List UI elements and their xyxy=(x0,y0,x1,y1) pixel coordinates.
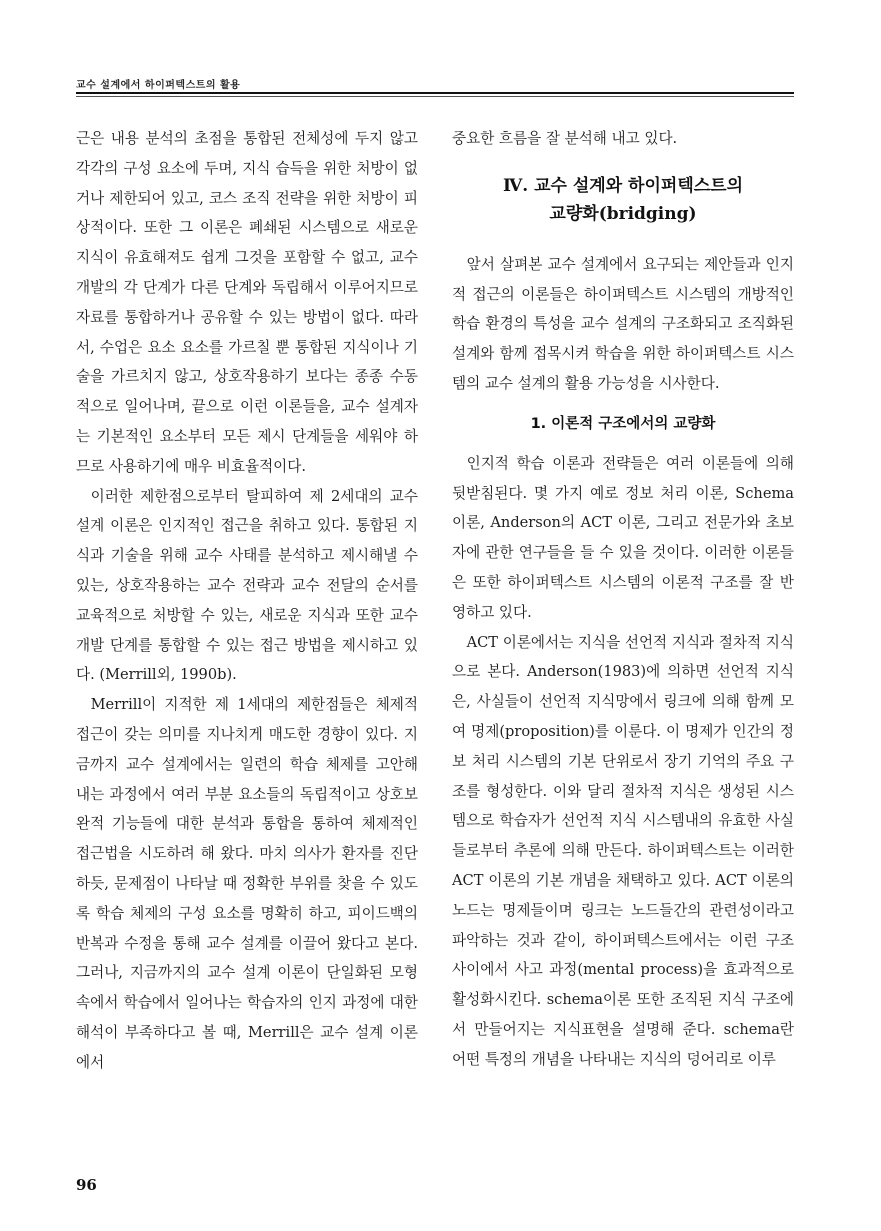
left-column xyxy=(76,124,418,1078)
paragraph-continuation: 근은 내용 분석의 초점을 통합된 전체성에 두지 않고 각각의 구성 요소에 두며, 지식 습득을 위한 처방이 없거나 제한되어 있고, 코스 조직 전략을 위한 처방이 피상적이다. 또한 그 이론은 폐쇄된 시스템으로 새로운 지식이 유효해져도 쉽게 그것을 포함할 수 없고, 교수 개발의 각 단계가 다른 단계와 독립해서 이루어지므로 자료를 통합하거나 공유할 수 있는 방법이 없다. 따라서, 수업은 요소 요소를 가르칠 뿐 통합된 지식이나 기술을 가르치지 않고, 상호작용하기 보다는 종종 수동적으로 일어나며, 끝으로 이런 이론들을, 교수 설계자는 기본적인 요소부터 모든 제시 단계들을 세워야 하므로 사용하기에 매우 비효율적이다. xyxy=(76,130,418,475)
header-rule xyxy=(76,92,794,94)
paragraph: 인지적 학습 이론과 전략들은 여러 이론들에 의해 뒷받침된다. 몇 가지 예로 정보 처리 이론, Schema 이론, Anderson의 ACT 이론, 그리고 전문가와 초보자에 관한 연구들을 들 수 있을 것이다. 이러한 이론들은 또한 하이퍼텍스트 시스템의 이론적 구조를 잘 반영하고 있다. xyxy=(452,454,794,621)
right-column xyxy=(452,124,794,1075)
paragraph: ACT 이론에서는 지식을 선언적 지식과 절차적 지식으로 본다. Anderson(1983)에 의하면 선언적 지식은, 사실들이 선언적 지식망에서 링크에 의해 함께 모여 명제(proposition)를 이룬다. 이 명제가 인간의 정보 처리 시스템의 기본 단위로서 장기 기억의 주요 구조를 형성한다. 이와 달리 절차적 지식은 생성된 시스템으로 학습자가 선언적 지식 시스템내의 유효한 사실들로부터 추론에 의해 만든다. 하이퍼텍스트는 이러한 ACT 이론의 기본 개념을 채택하고 있다. ACT 이론의 노드는 명제들이며 링크는 노드들간의 관련성이라고 파악하는 것과 같이, 하이퍼텍스트에서는 이런 구조 사이에서 사고 과정(mental process)을 효과적으로 활성화시킨다. schema이론 또한 조직된 지식 구조에서 만들어지는 지식표현을 설명해 준다. schema란 어떤 특정의 개념을 나타내는 지식의 덩어리로 이루 xyxy=(452,633,794,1068)
paragraph-lead: 중요한 흐름을 잘 분석해 내고 있다. xyxy=(452,130,678,147)
paragraph: 이러한 제한점으로부터 탈피하여 제 2세대의 교수 설계 이론은 인지적인 접근을 취하고 있다. 통합된 지식과 기술을 위해 교수 사태를 분석하고 제시해낼 수 있는, 상호작용하는 교수 전략과 교수 전달의 순서를 교육적으로 처방할 수 있는, 새로운 지식과 또한 교수 개발 단계를 통합할 수 있는 접근 방법을 제시하고 있다. (Merrill외, 1990b). xyxy=(76,487,418,684)
running-head: 교수 설계에서 하이퍼텍스트의 활용 xyxy=(76,80,241,91)
section-heading-line1: Ⅳ. 교수 설계와 하이퍼텍스트의 xyxy=(502,175,744,196)
paragraph: 앞서 살펴본 교수 설계에서 요구되는 제안들과 인지적 접근의 이론들은 하이퍼텍스트 시스템의 개방적인 학습 환경의 특성을 교수 설계의 구조화되고 조직화된 설계와 함께 접목시켜 학습을 위한 하이퍼텍스트 시스템의 교수 설계의 활용 가능성을 시사한다. xyxy=(452,255,794,392)
section-heading xyxy=(452,172,794,228)
header-rule-thin xyxy=(76,96,794,97)
section-heading-line2: 교량화(bridging) xyxy=(549,203,697,224)
page-number: 96 xyxy=(76,1176,97,1194)
paragraph: Merrill이 지적한 제 1세대의 제한점들은 체제적 접근이 갖는 의미를 지나치게 매도한 경향이 있다. 지금까지 교수 설계에서는 일련의 학습 체제를 고안해 내는 과정에서 여러 부분 요소들의 독립적이고 상호보완적 기능들에 대한 분석과 통합을 통하여 체제적인 접근법을 시도하려 해 왔다. 마치 의사가 환자를 진단하듯, 문제점이 나타날 때 정확한 부위를 찾을 수 있도록 학습 체제의 구성 요소를 명확히 하고, 피이드백의 반복과 수정을 통해 교수 설계를 이끌어 왔다고 본다. 그러나, 지금까지의 교수 설계 이론이 단일화된 모형 속에서 학습에서 일어나는 학습자의 인지 과정에 대한 해석이 부족하다고 볼 때, Merrill은 교수 설계 이론에서 xyxy=(76,696,418,1071)
subsection-heading: 1. 이론적 구조에서의 교량화 xyxy=(530,415,716,432)
